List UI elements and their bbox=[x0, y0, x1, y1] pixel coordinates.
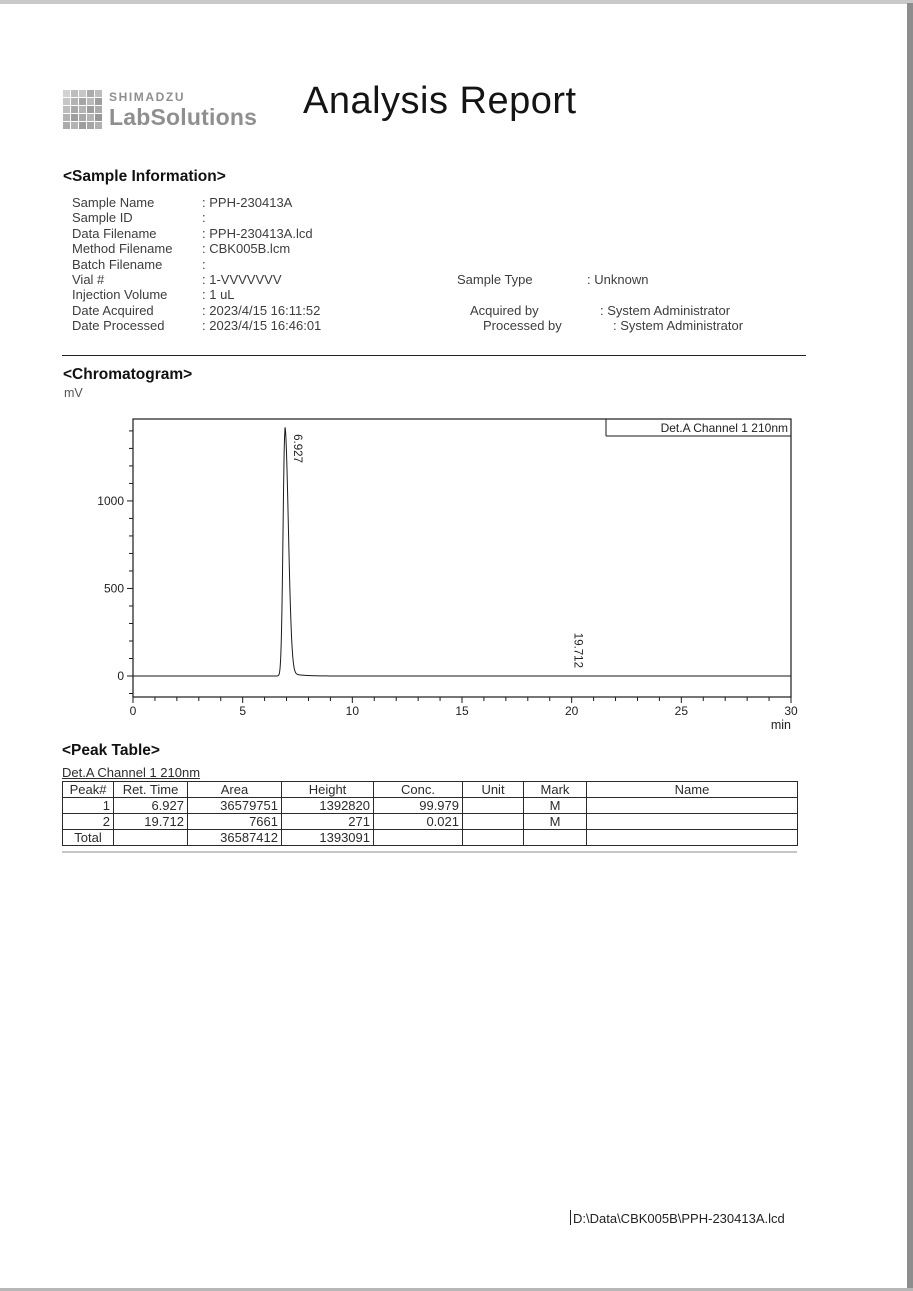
column-header: Conc. bbox=[374, 782, 463, 798]
field-label: Sample Name bbox=[72, 195, 155, 210]
field-value: : 2023/4/15 16:46:01 bbox=[202, 318, 321, 333]
text-cursor bbox=[570, 1210, 571, 1225]
field-value: : CBK005B.lcm bbox=[202, 241, 290, 256]
sample-info-row bbox=[72, 287, 843, 302]
peak-table-heading: <Peak Table> bbox=[62, 742, 160, 759]
sample-info-row bbox=[72, 257, 843, 272]
table-cell: M bbox=[524, 798, 587, 814]
page-edge-top bbox=[0, 0, 913, 4]
field-label: Batch Filename bbox=[72, 256, 163, 272]
sample-info-row bbox=[72, 210, 843, 225]
field-label: Sample Type bbox=[457, 272, 533, 287]
column-header: Peak# bbox=[63, 782, 114, 798]
table-cell: 36579751 bbox=[188, 798, 282, 814]
table-cell: 0.021 bbox=[374, 814, 463, 830]
y-axis-unit-label: mV bbox=[64, 386, 83, 400]
table-cell bbox=[587, 814, 798, 830]
field-label: Vial # bbox=[72, 271, 105, 287]
svg-text:30: 30 bbox=[784, 704, 798, 718]
svg-text:1000: 1000 bbox=[97, 493, 124, 508]
brand-product: LabSolutions bbox=[109, 104, 258, 130]
svg-text:19.712: 19.712 bbox=[571, 632, 584, 668]
field-value: : System Administrator bbox=[613, 318, 743, 333]
table-cell bbox=[114, 830, 188, 846]
svg-text:5: 5 bbox=[239, 704, 247, 718]
sample-info-row bbox=[457, 272, 648, 287]
table-cell: 1392820 bbox=[282, 798, 374, 814]
table-cell: 36587412 bbox=[188, 830, 282, 846]
field-value: : PPH-230413A bbox=[202, 195, 292, 210]
field-label: Acquired by bbox=[470, 302, 539, 318]
page-title: Analysis Report bbox=[303, 80, 577, 122]
table-cell: 6.927 bbox=[114, 798, 188, 814]
table-cell: 7661 bbox=[188, 814, 282, 830]
table-shadow bbox=[62, 851, 797, 853]
page-edge-right bbox=[907, 3, 913, 1288]
column-header: Mark bbox=[524, 782, 587, 798]
table-cell: 271 bbox=[282, 814, 374, 830]
svg-text:min: min bbox=[770, 718, 791, 732]
field-label: Date Acquired bbox=[72, 302, 154, 318]
logo-text bbox=[109, 88, 257, 129]
peak-table bbox=[62, 781, 798, 846]
sample-info-row bbox=[72, 195, 843, 210]
svg-text:0: 0 bbox=[129, 704, 137, 718]
svg-text:6.927: 6.927 bbox=[290, 434, 303, 463]
field-value: : PPH-230413A.lcd bbox=[202, 226, 313, 241]
sample-info-row bbox=[470, 303, 730, 318]
field-value: : System Administrator bbox=[600, 303, 730, 318]
peak-table-header-row bbox=[63, 782, 798, 798]
sample-information-heading: <Sample Information> bbox=[63, 168, 226, 185]
sample-information-section bbox=[63, 168, 843, 334]
column-header: Ret. Time bbox=[114, 782, 188, 798]
table-cell: 1393091 bbox=[282, 830, 374, 846]
table-cell bbox=[463, 814, 524, 830]
footer bbox=[570, 1210, 785, 1226]
sample-information-body bbox=[63, 195, 843, 334]
sample-info-row bbox=[72, 226, 843, 241]
table-cell bbox=[587, 798, 798, 814]
column-header: Name bbox=[587, 782, 798, 798]
table-row bbox=[63, 798, 798, 814]
field-label: Sample ID bbox=[72, 210, 133, 226]
sample-info-row bbox=[483, 318, 743, 333]
svg-text:15: 15 bbox=[455, 704, 469, 718]
table-cell bbox=[524, 830, 587, 846]
report-header bbox=[63, 80, 843, 142]
table-row bbox=[63, 814, 798, 830]
column-header: Unit bbox=[463, 782, 524, 798]
svg-text:20: 20 bbox=[564, 704, 579, 718]
svg-text:10: 10 bbox=[345, 704, 360, 718]
chromatogram-section bbox=[63, 366, 806, 738]
field-value: : Unknown bbox=[587, 272, 648, 287]
field-value bbox=[202, 210, 206, 225]
table-cell: 2 bbox=[63, 814, 114, 830]
svg-text:500: 500 bbox=[103, 581, 124, 596]
svg-text:25: 25 bbox=[674, 704, 689, 718]
table-total-row bbox=[63, 830, 798, 846]
field-label: Data Filename bbox=[72, 225, 157, 241]
table-cell: 99.979 bbox=[374, 798, 463, 814]
peak-table-section bbox=[62, 742, 798, 853]
column-header: Area bbox=[188, 782, 282, 798]
chromatogram-plot bbox=[63, 411, 806, 741]
field-value: : 1 uL bbox=[202, 287, 235, 302]
field-label: Injection Volume bbox=[72, 287, 168, 303]
svg-text:Det.A Channel 1 210nm: Det.A Channel 1 210nm bbox=[660, 421, 788, 435]
field-value: : 1-VVVVVVV bbox=[202, 272, 282, 287]
shimadzu-logo-icon bbox=[63, 90, 102, 129]
table-cell: 1 bbox=[63, 798, 114, 814]
table-cell bbox=[587, 830, 798, 846]
sample-info-row bbox=[72, 241, 843, 256]
table-cell: 19.712 bbox=[114, 814, 188, 830]
table-cell bbox=[463, 798, 524, 814]
chromatogram-heading: <Chromatogram> bbox=[63, 366, 193, 383]
section-divider bbox=[62, 355, 806, 356]
table-cell bbox=[463, 830, 524, 846]
field-value: : 2023/4/15 16:11:52 bbox=[202, 303, 320, 318]
table-cell bbox=[374, 830, 463, 846]
peak-table-channel-label: Det.A Channel 1 210nm bbox=[62, 765, 201, 780]
table-cell: M bbox=[524, 814, 587, 830]
field-value bbox=[202, 257, 206, 272]
shimadzu-logo bbox=[63, 88, 257, 129]
field-label: Processed by bbox=[483, 318, 562, 334]
table-cell: Total bbox=[63, 830, 114, 846]
field-label: Method Filename bbox=[72, 241, 173, 257]
svg-text:0: 0 bbox=[117, 668, 124, 683]
data-file-path: D:\Data\CBK005B\PPH-230413A.lcd bbox=[573, 1211, 785, 1226]
brand-name: SHIMADZU bbox=[109, 90, 186, 104]
column-header: Height bbox=[282, 782, 374, 798]
field-label: Date Processed bbox=[72, 318, 165, 334]
